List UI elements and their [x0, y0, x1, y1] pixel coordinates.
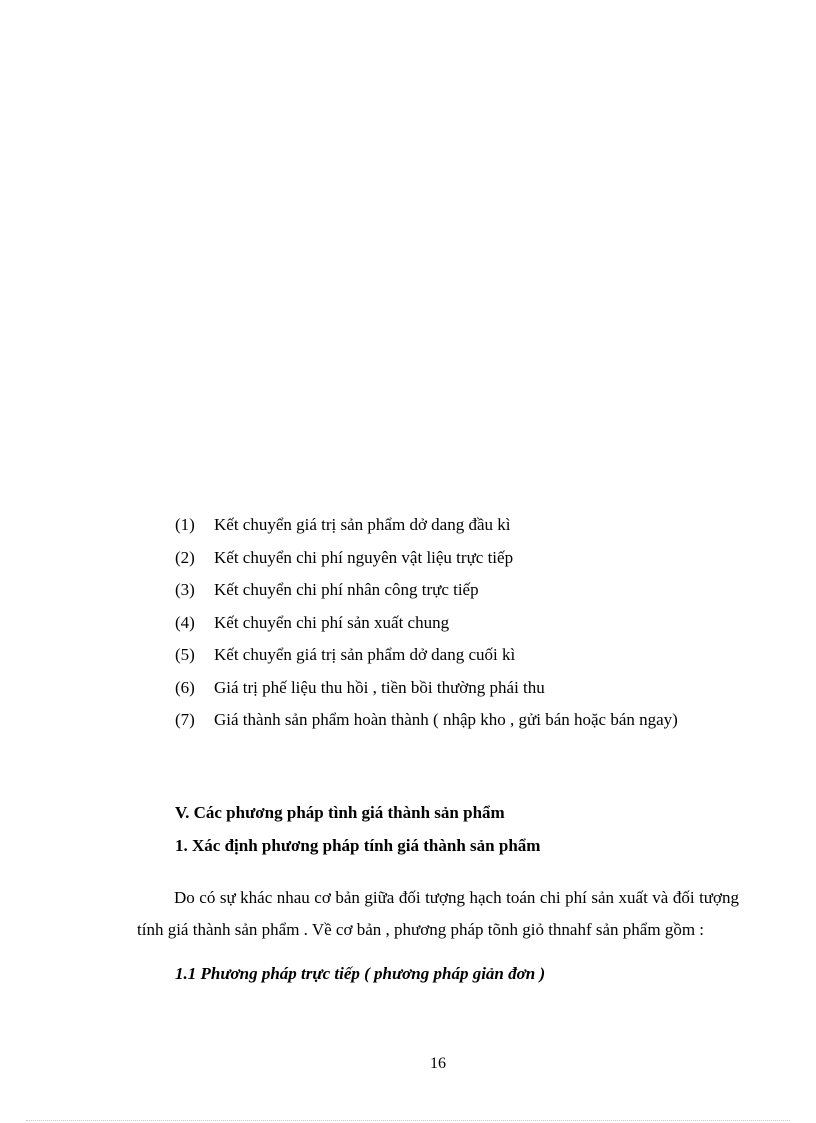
body-paragraph: Do có sự khác nhau cơ bản giữa đối tượng hạch toán chi phí sản xuất và đối tượng tính giá thành sản phẩm . Về cơ bản , phương pháp tõnh giỏ thnahf sản phẩm gồm :	[137, 888, 739, 939]
item-text: Giá thành sản phẩm hoàn thành ( nhập kho , gửi bán hoặc bán ngay)	[214, 710, 678, 729]
item-number: (1)	[175, 515, 195, 534]
sub-subsection-heading: 1.1 Phương pháp trực tiếp ( phương pháp giản đơn )	[175, 964, 546, 983]
list-item	[175, 708, 678, 741]
item-text: Kết chuyển giá trị sản phẩm dở dang cuối kì	[214, 645, 516, 664]
item-text: Kết chuyển chi phí nhân công trực tiếp	[214, 580, 479, 599]
item-number: (5)	[175, 645, 195, 664]
list-item	[175, 676, 678, 709]
list-item	[175, 578, 678, 611]
item-number: (4)	[175, 612, 195, 632]
item-text: Giá trị phế liệu thu hồi , tiền bồi thường phái thu	[214, 677, 545, 697]
page-bottom-divider	[26, 1120, 790, 1121]
list-item	[175, 643, 678, 676]
item-number: (6)	[175, 677, 195, 697]
item-number: (7)	[175, 710, 195, 729]
section-heading: V. Các phương pháp tình giá thành sản phẩm	[175, 803, 505, 822]
page-number: 16	[430, 1055, 446, 1072]
legend-list	[175, 513, 678, 741]
item-text: Kết chuyển chi phí sản xuất chung	[214, 612, 450, 632]
list-item	[175, 513, 678, 546]
item-text: Kết chuyển giá trị sản phẩm dở dang đầu kì	[214, 515, 511, 534]
item-text: Kết chuyển chi phí nguyên vật liệu trực tiếp	[214, 547, 514, 567]
subsection-heading: 1. Xác định phương pháp tính giá thành sản phẩm	[175, 836, 541, 855]
item-number: (2)	[175, 547, 195, 567]
list-item	[175, 611, 678, 644]
item-number: (3)	[175, 580, 195, 599]
list-item	[175, 546, 678, 579]
